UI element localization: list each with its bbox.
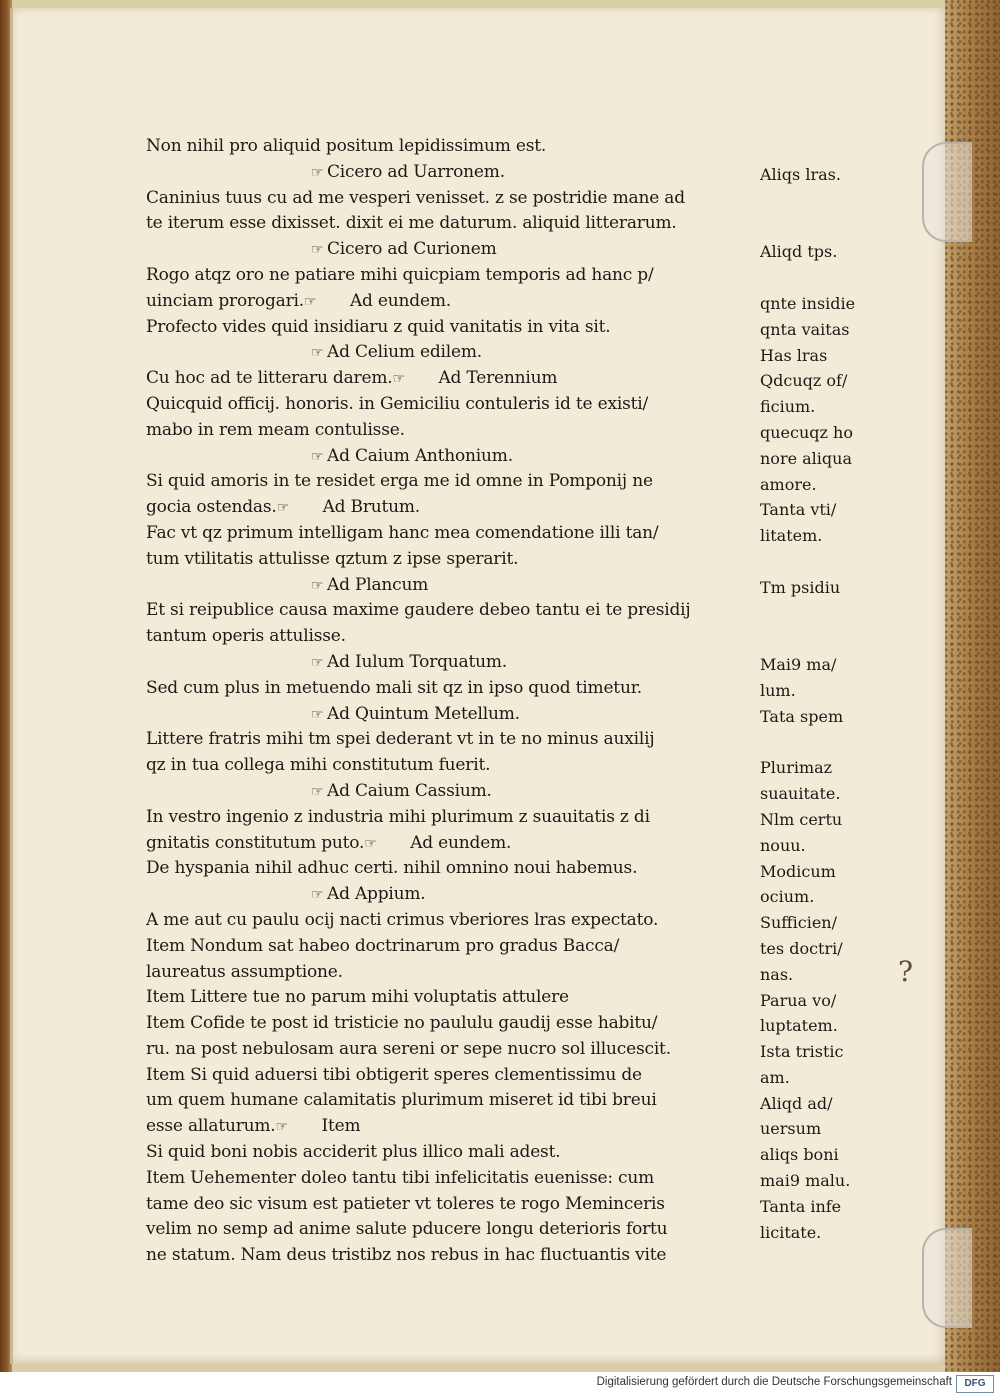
line-text: Non nihil pro aliquid positum lepidissimum est. bbox=[146, 136, 547, 156]
text-line bbox=[146, 727, 756, 753]
footer-bar bbox=[0, 1372, 1000, 1395]
margin-note: licitate. bbox=[760, 1222, 822, 1242]
line-text: mabo in rem meam contulisse. bbox=[146, 419, 405, 440]
line-text: ru. na post nebulosam aura sereni or sepe nucro sol illucescit. bbox=[146, 1038, 671, 1059]
text-line bbox=[146, 960, 756, 986]
paragraph-mark-icon: ☞ bbox=[311, 164, 324, 181]
text-line bbox=[146, 418, 756, 444]
margin-note: litatem. bbox=[760, 526, 823, 546]
margin-note: Tata spem bbox=[760, 706, 844, 726]
margin-note: uersum bbox=[760, 1119, 822, 1139]
text-line bbox=[146, 598, 756, 624]
line-text: esse allaturum. bbox=[146, 1116, 276, 1137]
text-line bbox=[146, 676, 756, 702]
margin-note: amore. bbox=[760, 474, 817, 494]
line-text: Quicquid officij. honoris. in Gemiciliu contuleris id te existi/ bbox=[146, 393, 649, 414]
margin-note: aliqs boni bbox=[760, 1145, 839, 1165]
line-text: Caninius tuus cu ad me vesperi venisset. z se postridie mane ad bbox=[146, 187, 685, 208]
text-line bbox=[146, 134, 756, 160]
paragraph-mark-icon: ☞ bbox=[303, 293, 317, 310]
text-line bbox=[146, 624, 756, 650]
margin-note: Aliqd tps. bbox=[760, 242, 838, 262]
line-text: Ad Plancum bbox=[327, 574, 429, 595]
line-text: Ad Caium Anthonium. bbox=[327, 445, 513, 466]
line-text: Cu hoc ad te litteraru darem. bbox=[146, 368, 393, 389]
letter-heading bbox=[146, 573, 756, 599]
line-text: Et si reipublice causa maxime gaudere debeo tantu ei te presidij bbox=[146, 600, 691, 621]
line-text: gnitatis constitutum puto. bbox=[146, 832, 365, 853]
margin-note: suauitate. bbox=[760, 784, 841, 804]
margin-spacer bbox=[760, 601, 880, 627]
letter-heading bbox=[146, 650, 756, 676]
margin-note: Modicum bbox=[760, 861, 836, 881]
paragraph-mark-icon: ☞ bbox=[311, 448, 324, 465]
inline-letter-heading: Ad eundem. bbox=[349, 290, 451, 311]
paragraph-mark-icon: ☞ bbox=[311, 706, 324, 723]
margin-spacer bbox=[760, 730, 880, 756]
paragraph-mark-icon: ☞ bbox=[311, 242, 324, 259]
clasp-bottom bbox=[922, 1228, 972, 1328]
margin-note: lum. bbox=[760, 680, 796, 700]
paragraph-mark-icon: ☞ bbox=[276, 500, 289, 517]
margin-note: Plurimaz bbox=[760, 758, 833, 778]
margin-note: mai9 malu. bbox=[760, 1171, 851, 1191]
text-line bbox=[146, 1114, 756, 1140]
margin-spacer bbox=[760, 214, 880, 240]
letter-heading bbox=[146, 340, 756, 366]
line-text: Littere fratris mihi tm spei dederant vt in te no minus auxilij bbox=[146, 729, 655, 750]
main-text-block bbox=[146, 134, 756, 1269]
line-text: tame deo sic visum est patieter vt toleres te rogo Meminceris bbox=[146, 1193, 665, 1214]
line-text: Item Nondum sat habeo doctrinarum pro gradus Bacca/ bbox=[146, 935, 620, 956]
text-line bbox=[146, 1140, 756, 1166]
line-text: laureatus assumptione. bbox=[146, 961, 343, 982]
line-text: Fac vt qz primum intelligam hanc mea comendatione illi tan/ bbox=[146, 522, 659, 543]
text-line bbox=[146, 392, 756, 418]
line-text: Item Littere tue no parum mihi voluptatis attulere bbox=[146, 987, 569, 1008]
margin-note: am. bbox=[760, 1067, 790, 1087]
line-text: De hyspania nihil adhuc certi. nihil omnino noui habemus. bbox=[146, 858, 638, 879]
margin-note: nore aliqua bbox=[760, 448, 852, 468]
margin-note: Parua vo/ bbox=[760, 990, 837, 1010]
margin-note: nas. bbox=[760, 964, 794, 984]
text-line bbox=[146, 934, 756, 960]
margin-note: ficium. bbox=[760, 397, 816, 417]
text-line bbox=[146, 1088, 756, 1114]
margin-note: Aliqd ad/ bbox=[760, 1093, 833, 1113]
line-text: In vestro ingenio z industria mihi plurimum z suauitatis z di bbox=[146, 806, 650, 827]
paragraph-mark-icon: ☞ bbox=[275, 1119, 288, 1136]
line-text: Ad Celium edilem. bbox=[327, 342, 482, 363]
margin-note: Qdcuqz of/ bbox=[760, 371, 848, 391]
inline-letter-heading: Ad Terennium bbox=[438, 368, 558, 389]
paragraph-mark-icon: ☞ bbox=[392, 371, 405, 388]
paragraph-mark-icon: ☞ bbox=[311, 654, 324, 671]
letter-heading bbox=[146, 779, 756, 805]
margin-notes bbox=[760, 162, 880, 1245]
margin-note: Ista tristic bbox=[760, 1042, 844, 1062]
text-line bbox=[146, 1037, 756, 1063]
margin-note: Tm psidiu bbox=[760, 577, 841, 597]
text-line bbox=[146, 315, 756, 341]
text-line bbox=[146, 1192, 756, 1218]
text-line bbox=[146, 1217, 756, 1243]
inline-letter-heading: Item bbox=[321, 1116, 361, 1137]
text-line bbox=[146, 469, 756, 495]
line-text: velim no semp ad anime salute pducere longu deterioris fortu bbox=[146, 1219, 668, 1240]
margin-note: Aliqs lras. bbox=[760, 165, 841, 184]
text-line bbox=[146, 805, 756, 831]
line-text: Si quid amoris in te residet erga me id omne in Pomponij ne bbox=[146, 471, 653, 492]
letter-heading bbox=[146, 237, 756, 263]
line-text: Ad Caium Cassium. bbox=[327, 780, 492, 801]
line-text: Rogo atqz oro ne patiare mihi quicpiam temporis ad hanc p/ bbox=[146, 264, 654, 285]
margin-note: Mai9 ma/ bbox=[760, 655, 837, 675]
line-text: Cicero ad Uarronem. bbox=[327, 161, 505, 182]
margin-spacer bbox=[760, 626, 880, 652]
margin-note: Tanta vti/ bbox=[760, 500, 837, 520]
margin-note: luptatem. bbox=[760, 1016, 838, 1036]
text-line bbox=[146, 547, 756, 573]
line-text: te iterum esse dixisset. dixit ei me daturum. aliquid litterarum. bbox=[146, 213, 677, 234]
line-text: qz in tua collega mihi constitutum fuerit. bbox=[146, 755, 491, 776]
line-text: Cicero ad Curionem bbox=[327, 239, 497, 260]
line-text: tum vtilitatis attulisse qztum z ipse sperarit. bbox=[146, 548, 519, 569]
line-text: Item Si quid aduersi tibi obtigerit speres clementissimu de bbox=[146, 1064, 642, 1085]
text-line bbox=[146, 908, 756, 934]
text-line bbox=[146, 1011, 756, 1037]
line-text: Si quid boni nobis acciderit plus illico mali adest. bbox=[146, 1142, 561, 1163]
paragraph-mark-icon: ☞ bbox=[311, 345, 324, 362]
line-text: um quem humane calamitatis plurimum miseret id tibi breui bbox=[146, 1090, 657, 1111]
margin-note: Has lras bbox=[760, 345, 828, 365]
line-text: Sed cum plus in metuendo mali sit qz in ipso quod timetur. bbox=[146, 677, 642, 698]
margin-note: ocium. bbox=[760, 887, 815, 907]
text-line bbox=[146, 289, 756, 315]
line-text: tantum operis attulisse. bbox=[146, 626, 346, 647]
text-line bbox=[146, 186, 756, 212]
margin-note: Tanta infe bbox=[760, 1196, 842, 1216]
margin-note: Nlm certu bbox=[760, 809, 843, 829]
margin-spacer bbox=[760, 265, 880, 291]
text-line bbox=[146, 521, 756, 547]
line-text: Ad Iulum Torquatum. bbox=[327, 651, 507, 672]
letter-heading bbox=[146, 702, 756, 728]
text-line bbox=[146, 753, 756, 779]
line-text: uinciam prorogari. bbox=[146, 290, 304, 311]
inline-letter-heading: Ad eundem. bbox=[410, 832, 512, 853]
line-text: Profecto vides quid insidiaru z quid vanitatis in vita sit. bbox=[146, 316, 611, 337]
line-text: Item Cofide te post id tristicie no paululu gaudij esse habitu/ bbox=[146, 1013, 658, 1034]
text-line bbox=[146, 856, 756, 882]
line-text: Ad Appium. bbox=[327, 884, 426, 905]
clasp-top bbox=[922, 142, 972, 242]
footer-credit: Digitalisierung gefördert durch die Deutsche Forschungsgemeinschaft bbox=[596, 1376, 952, 1388]
margin-note: nouu. bbox=[760, 835, 806, 855]
text-line bbox=[146, 1243, 756, 1269]
text-line bbox=[146, 263, 756, 289]
line-text: A me aut cu paulu ocij nacti crimus vberiores lras expectato. bbox=[146, 909, 659, 930]
paragraph-mark-icon: ☞ bbox=[311, 783, 324, 800]
letter-heading bbox=[146, 882, 756, 908]
dfg-logo: DFG bbox=[956, 1375, 994, 1393]
margin-note: Sufficien/ bbox=[760, 913, 837, 933]
paragraph-mark-icon: ☞ bbox=[364, 835, 377, 852]
text-line bbox=[146, 211, 756, 237]
letter-heading bbox=[146, 444, 756, 470]
text-line bbox=[146, 366, 756, 392]
text-line bbox=[146, 1063, 756, 1089]
text-line bbox=[146, 495, 756, 521]
line-text: ne statum. Nam deus tristibz nos rebus in hac fluctuantis vite bbox=[146, 1245, 667, 1266]
text-line bbox=[146, 831, 756, 857]
inline-letter-heading: Ad Brutum. bbox=[322, 497, 420, 518]
margin-note: qnta vaitas bbox=[760, 319, 850, 339]
margin-note: quecuqz ho bbox=[760, 422, 853, 442]
pencil-mark: ? bbox=[898, 955, 914, 988]
letter-heading bbox=[146, 160, 756, 186]
margin-note: qnte insidie bbox=[760, 293, 856, 313]
text-line bbox=[146, 1166, 756, 1192]
margin-spacer bbox=[760, 188, 880, 214]
text-line bbox=[146, 985, 756, 1011]
line-text: Ad Quintum Metellum. bbox=[327, 703, 520, 724]
margin-spacer bbox=[760, 549, 880, 575]
line-text: gocia ostendas. bbox=[146, 497, 277, 518]
paragraph-mark-icon: ☞ bbox=[311, 887, 324, 904]
line-text: Item Uehementer doleo tantu tibi infelicitatis euenisse: cum bbox=[146, 1167, 655, 1188]
margin-note: tes doctri/ bbox=[760, 938, 843, 958]
paragraph-mark-icon: ☞ bbox=[311, 577, 324, 594]
